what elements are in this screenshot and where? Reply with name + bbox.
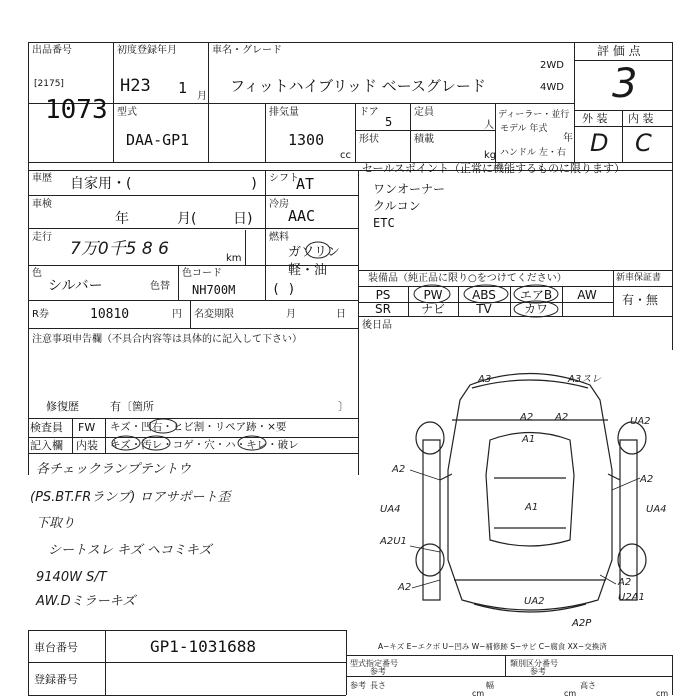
height-label: 高さ [580, 681, 596, 690]
mark-a1-hood: A1 [522, 434, 536, 445]
note-line-3: 下取り [36, 516, 76, 531]
model: DAA-GP1 [126, 131, 190, 149]
ext-label: 外 装 [582, 112, 608, 125]
sales-point-1: ワンオーナー [373, 182, 446, 196]
fuel-light: 軽・油 [288, 263, 328, 278]
inspection-day: 日) [233, 211, 253, 227]
name-label: 車名・グレード [212, 45, 282, 56]
color-code-label: 色コード [182, 268, 222, 279]
cooler: AAC [288, 207, 316, 225]
mark-a2-right-rear: A2 [618, 577, 632, 588]
reg-year: H23 [120, 76, 151, 96]
length-unit: cm [472, 689, 485, 698]
model-year-label: モデル 年式 [500, 124, 548, 134]
score: 3 [612, 61, 638, 107]
notes-label: 注意事項申告欄（不具合内容等は具体的に記入して下さい） [32, 334, 302, 345]
lot-small: [2175] [34, 79, 64, 89]
note-line-5: 9140W S/T [36, 570, 107, 585]
cc-unit: cc [340, 150, 351, 161]
name-change-label: 名変期限 [194, 309, 234, 320]
mileage-unit: km [226, 253, 242, 264]
mark-ua2-right-front: UA2 [630, 416, 651, 427]
door-label: ドア [359, 107, 379, 118]
load-label: 積載 [414, 134, 434, 145]
sales-label: セールスポイント（正常に機能するものに限ります） [362, 162, 626, 175]
mark-a2u1-left: A2U1 [380, 536, 407, 547]
repair-close: 〕 [338, 400, 349, 413]
ext-score: D [590, 129, 609, 157]
cooler-label: 冷房 [269, 199, 289, 210]
shift: AT [296, 175, 315, 193]
mark-ua4-right: UA4 [646, 504, 667, 515]
mark-a2-front-center: A2 [520, 412, 534, 423]
legend-interior: キズ・汚レ・コゲ・穴・ハ・キレ・破レ [110, 439, 299, 451]
dims-ref: 参考 [350, 681, 366, 690]
eq-navi: ナビ [420, 302, 445, 316]
chassis-number: GP1-1031688 [150, 637, 256, 656]
drive-2wd: 2WD [540, 60, 564, 71]
class-ref: 参考 [530, 667, 546, 676]
handle-label: ハンドル 左・右 [500, 148, 566, 158]
naisou-label: 内装 [76, 439, 98, 452]
repair-value: 有〔箇所 [110, 400, 154, 413]
fuel-label: 燃料 [269, 232, 289, 243]
mark-a3-front-right: A3スレ [568, 374, 602, 385]
warranty-label: 新車保証書 [616, 273, 662, 283]
dealer-label: ディーラー・並行 [498, 110, 570, 120]
name-change-month: 月 [286, 309, 296, 320]
eq-tv: TV [476, 302, 492, 316]
mark-a2-left-fender: A2 [392, 464, 406, 475]
history-close: ) [250, 176, 259, 192]
fuel-paren: ( ) [272, 282, 296, 297]
chassis-label: 車台番号 [34, 641, 78, 654]
name-change-day: 日 [336, 309, 346, 320]
int-label: 内 装 [628, 112, 654, 125]
fw-label: FW [78, 421, 96, 434]
capacity-unit: 人 [484, 120, 494, 131]
inspector-label: 検査員 [30, 421, 63, 434]
mileage: 7万0千5 8 6 [70, 239, 169, 259]
mark-a1-roof: A1 [525, 502, 539, 513]
int-score: C [635, 129, 652, 157]
mark-u2a1-right-rear: U2A1 [618, 592, 645, 603]
cc: 1300 [288, 131, 325, 149]
mark-a3-front-left: A3 [478, 374, 492, 385]
eq-pw: PW [423, 288, 443, 302]
reg-month-unit: 月 [197, 91, 207, 102]
registration-label: 登録番号 [34, 673, 78, 686]
recycle-label: R券 [32, 309, 49, 320]
width-label: 幅 [486, 681, 494, 690]
car-name: フィットハイブリッド ベースグレード [230, 77, 486, 95]
sales-point-2: クルコン [373, 199, 421, 213]
mileage-label: 走行 [32, 232, 52, 243]
year-unit: 年 [563, 133, 573, 144]
width-unit: cm [564, 689, 577, 698]
drive-4wd: 4WD [540, 82, 564, 93]
note-line-6: AW.Dミラーキズ [36, 594, 136, 609]
eq-leather: カワ [523, 302, 548, 316]
height-unit: cm [656, 689, 669, 698]
reg-month: 1 [178, 79, 188, 97]
inspection-label: 車検 [32, 199, 52, 210]
class-label: 類別区分番号 [510, 659, 558, 668]
legend-a2p: A2P [572, 618, 592, 629]
reg-label: 初度登録年月 [117, 45, 177, 56]
door: 5 [385, 115, 393, 129]
mark-a2-right-fender: A2 [640, 474, 654, 485]
note-line-4: シートスレ キズ ヘコミキズ [48, 543, 212, 558]
eq-airbag: エアB [519, 288, 553, 302]
inspection-year: 年 [115, 211, 129, 227]
eq-ps: PS [375, 288, 391, 302]
color-label: 色 [32, 268, 42, 279]
model-label: 型式 [117, 107, 137, 118]
mark-ua4-left: UA4 [380, 504, 401, 515]
sales-point-3: ETC [373, 216, 395, 230]
legend-exterior: キズ・凹右・ヒビ割・リペア跡・×要 [110, 421, 287, 433]
length-label: 長さ [370, 681, 386, 690]
repair-label: 修復歴 [46, 400, 79, 413]
note-line-2: (PS.BT.FRランプ) ロアサポート歪 [30, 490, 231, 505]
capacity-label: 定員 [414, 107, 434, 118]
color-code: NH700M [192, 283, 236, 297]
equipment-label: 装備品（純正品に限り○をつけてください） [368, 273, 567, 284]
score-label: 評 価 点 [597, 44, 641, 58]
type-cert-label: 型式指定番号 [350, 659, 398, 668]
mark-a2-left-rear: A2 [398, 582, 412, 593]
history-label: 車歴 [32, 173, 52, 184]
shift-label: シフト [269, 173, 299, 184]
entry-label: 記入欄 [30, 439, 63, 452]
shape-label: 形状 [359, 134, 379, 145]
load-unit: kg [484, 150, 497, 161]
color-change-label: 色替 [150, 281, 170, 292]
lot-number: 1073 [45, 95, 108, 125]
cc-label: 排気量 [269, 107, 299, 118]
mark-ua2-rear: UA2 [524, 596, 545, 607]
eq-abs: ABS [472, 288, 496, 302]
lot-label: 出品番号 [32, 45, 72, 56]
mark-a2-front: A2 [555, 412, 569, 423]
recycle-unit: 円 [172, 309, 182, 320]
history-value: 自家用・( [70, 176, 132, 192]
fuel-gas: ガソリン [288, 245, 341, 260]
color: シルバー [48, 278, 103, 294]
type-cert-ref: 参考 [370, 667, 386, 676]
eq-sr: SR [375, 302, 391, 316]
recycle-amount: 10810 [90, 307, 130, 322]
eq-aw: AW [577, 288, 597, 302]
rear-seat-label: 後日品 [362, 320, 392, 331]
damage-legend: A−キズ E−エクボ U−凹み W−補修跡 S−サビ C−腐食 XX−交換済 [378, 642, 607, 651]
note-line-1: 各チェックランプテントウ [36, 462, 191, 477]
warranty: 有・無 [622, 293, 659, 307]
inspection-month: 月( [177, 211, 197, 227]
